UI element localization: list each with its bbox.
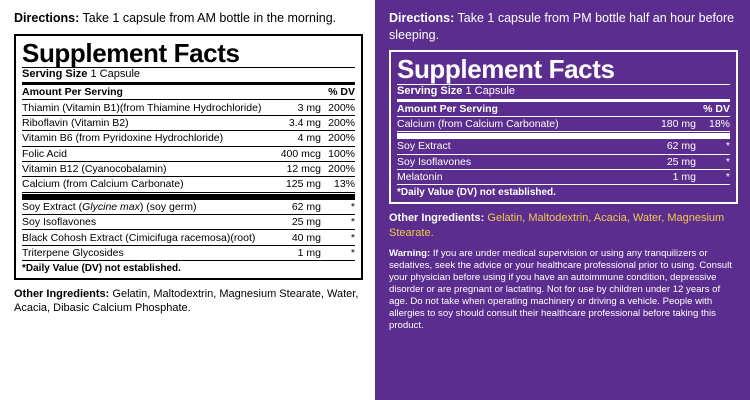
am-botanicals-table — [22, 200, 355, 262]
pm-serving-label: Serving Size — [397, 84, 463, 97]
am-table-header — [22, 85, 355, 100]
pm-panel — [375, 0, 750, 400]
table-row: Soy Isoflavones 25 mg * — [22, 216, 355, 229]
table-row: Soy Extract (Glycine max) (soy germ) 62 mg * — [22, 200, 355, 213]
pm-serving-size — [397, 85, 730, 97]
table-row: Vitamin B6 (from Pyridoxine Hydrochloride) 4 mg 200% — [22, 132, 355, 145]
am-supplement-facts-box — [14, 34, 363, 281]
am-serving-value: 1 Capsule — [90, 68, 141, 81]
pm-directions-label: Directions: — [389, 11, 455, 25]
pm-footnote: *Daily Value (DV) not established. — [397, 187, 556, 199]
table-row: Triterpene Glycosides 1 mg * — [22, 246, 355, 259]
pm-other-ingredients — [389, 211, 738, 240]
am-other-text: Gelatin, Maltodextrin, Magnesium Stearate, Water, Acacia, Dibasic Calcium Phosphate. — [14, 288, 359, 315]
am-directions — [14, 10, 363, 27]
am-other-label: Other Ingredients: — [14, 288, 110, 301]
am-footnote: *Daily Value (DV) not established. — [22, 263, 181, 275]
pm-warning-label: Warning: — [389, 247, 431, 259]
am-col-dv: % DV — [321, 85, 355, 100]
am-facts-table — [22, 85, 355, 193]
pm-facts-table — [397, 102, 730, 133]
pm-col-dv: % DV — [696, 102, 730, 117]
pm-other-text: Gelatin, Maltodextrin, Acacia, Water, Magnesium Stearate. — [389, 212, 725, 239]
pm-botanicals-table — [397, 139, 730, 185]
pm-warning — [389, 248, 738, 333]
am-serving-size — [22, 68, 355, 80]
am-soy-extract-name: Soy Extract (Glycine max) (soy germ) — [22, 200, 197, 213]
table-row: Black Cohosh Extract (Cimicifuga racemosa)(root) 40 mg * — [22, 231, 355, 244]
pm-directions — [389, 10, 738, 43]
pm-col-amount: Amount Per Serving — [397, 102, 643, 117]
am-directions-text: Take 1 capsule from AM bottle in the morning. — [79, 11, 337, 25]
pm-serving-value: 1 Capsule — [465, 84, 516, 97]
pm-directions-text: Take 1 capsule from PM bottle half an hour before sleeping. — [389, 11, 735, 42]
am-directions-label: Directions: — [14, 11, 80, 25]
table-row: Folic Acid 400 mcg 100% — [22, 147, 355, 160]
pm-warning-text: If you are under medical supervision or using any tranquilizers or sedatives, seek the advice or your healthcare professional prior to using. Consult your physician before using if you have an autoimmune condition, depressive disorder or are pregnant or lactating. Not for use by children under 12 years of age. Do not take when operating machinery or driving a vehicle. People with allergies to soy should consult their healthcare professional before taking this product. — [389, 247, 732, 332]
pm-table-header — [397, 102, 730, 117]
am-serving-label: Serving Size — [22, 68, 88, 81]
pm-other-label: Other Ingredients: — [389, 212, 485, 225]
table-row: Riboflavin (Vitamin B2) 3.4 mg 200% — [22, 116, 355, 129]
am-other-ingredients — [14, 287, 363, 316]
table-row: Calcium (from Calcium Carbonate) 125 mg 13% — [22, 178, 355, 191]
am-col-amount: Amount Per Serving — [22, 85, 278, 100]
table-row: Calcium (from Calcium Carbonate) 180 mg 18% — [397, 118, 730, 131]
table-row: Vitamin B12 (Cyanocobalamin) 12 mcg 200% — [22, 163, 355, 176]
pm-facts-title: Supplement Facts — [397, 54, 615, 84]
table-row: Soy Isoflavones 25 mg * — [397, 155, 730, 168]
pm-supplement-facts-box — [389, 50, 738, 204]
table-row: Soy Extract 62 mg * — [397, 140, 730, 153]
table-row: Thiamin (Vitamin B1)(from Thiamine Hydrochloride) 3 mg 200% — [22, 101, 355, 114]
table-row: Melatonin 1 mg * — [397, 171, 730, 184]
am-facts-title: Supplement Facts — [22, 37, 240, 68]
